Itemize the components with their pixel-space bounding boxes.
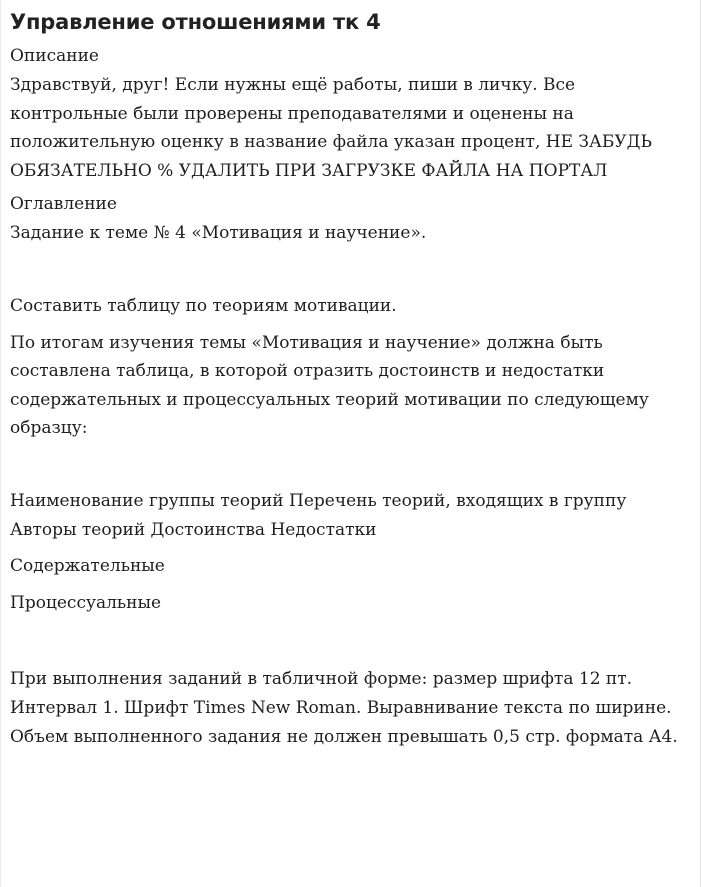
format-requirements: При выполнения заданий в табличной форме: размер шрифта 12 пт. Интервал 1. Шрифт Times New Roman. Выравнивание текста по ширине. Объем выполненного задания не должен превышать 0,5 стр. формата А4. bbox=[10, 669, 678, 747]
table-row-process-theories: Процессуальные bbox=[10, 592, 162, 613]
spacer bbox=[10, 443, 692, 487]
task-title: Задание к теме № 4 «Мотивация и научение». bbox=[10, 223, 427, 244]
description-text: Здравствуй, друг! Если нужны ещё работы, пиши в личку. Все контрольные были проверены преподавателями и оценены на положительную оценку в название файла указан процент, НЕ ЗАБУДЬ ОБЯЗАТЕЛЬНО % УДАЛИТЬ ПРИ ЗАГРУЗКЕ ФАЙЛА НА ПОРТАЛ bbox=[10, 75, 652, 181]
document-page bbox=[1, 0, 700, 751]
spacer bbox=[10, 248, 692, 292]
table-row-content-theories: Содержательные bbox=[10, 556, 165, 577]
task-instruction: Составить таблицу по теориям мотивации. bbox=[10, 295, 397, 316]
table-header-text: Наименование группы теорий Перечень теорий, входящих в группу Авторы теорий Достоинства Недостатки bbox=[10, 490, 627, 540]
spacer bbox=[10, 617, 692, 665]
task-body: По итогам изучения темы «Мотивация и научение» должна быть составлена таблица, в которой отразить достоинств и недостатки содержательных и процессуальных теорий мотивации по следующему образцу: bbox=[10, 332, 649, 439]
page-title: Управление отношениями тк 4 bbox=[10, 10, 381, 34]
description-heading: Описание bbox=[10, 46, 99, 66]
contents-heading: Оглавление bbox=[10, 194, 117, 215]
